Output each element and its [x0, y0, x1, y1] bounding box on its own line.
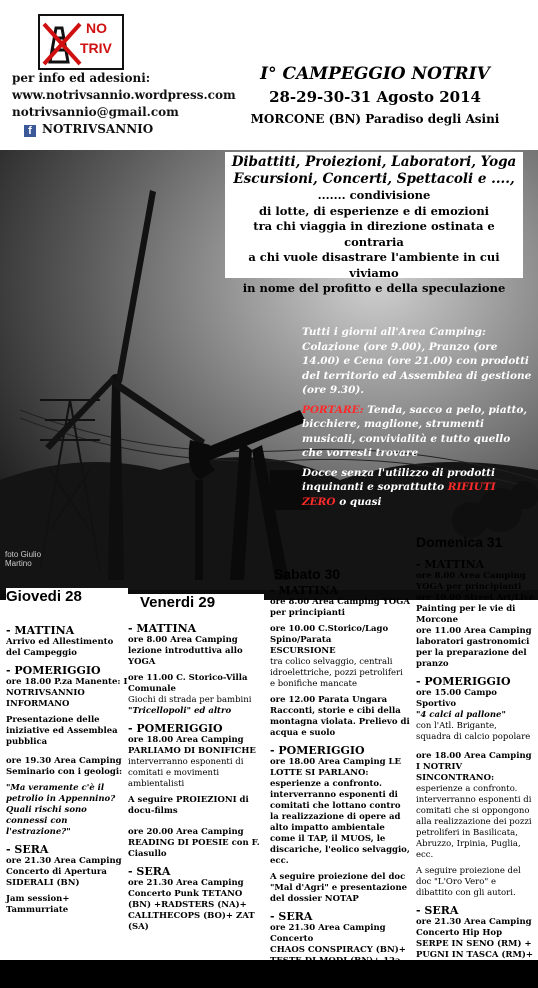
- event-item: A seguire proiezione del doc "L'Oro Vero" e dibattito con gli autori.: [416, 866, 521, 898]
- event-title-block: [235, 64, 515, 126]
- section-title: - POMERIGGIO: [416, 675, 511, 688]
- section-title: - POMERIGGIO: [270, 744, 365, 757]
- event-item: ore 21.30 Area Camping Concerto di Apertura SIDERALI (BN): [6, 856, 122, 888]
- section-title: - MATTINA: [416, 558, 485, 571]
- section-title: - SERA: [416, 904, 459, 917]
- event-item: A seguire proiezione del doc "Mal d'Agri" e presentazione del dossier NOTAP: [270, 872, 408, 904]
- section-title: - SERA: [6, 843, 49, 856]
- event-place: MORCONE (BN) Paradiso degli Asini: [250, 112, 500, 126]
- section-title: - SERA: [270, 910, 313, 923]
- event-item: ore 11.00 Area Camping laboratori gastronomici per la preparazione del pranzo: [416, 626, 532, 669]
- event-item: "4 calci al pallone": [416, 710, 506, 720]
- event-item: CHAOS CONSPIRACY (BN)+ TESTE DI MODI (BN)+ 12a NOTTE (BN): [270, 945, 406, 977]
- credit-line: Martino: [5, 559, 32, 568]
- portare-label: PORTARE:: [302, 403, 364, 416]
- day-header: Giovedi 28: [6, 588, 128, 605]
- day-column-giovedi: [6, 588, 128, 921]
- credit-line: foto Giulio: [5, 550, 42, 559]
- day-header: Sabato 30: [274, 566, 341, 582]
- event-item: Jam session+ Tammurriate: [6, 894, 70, 915]
- event-item: ore 8.00 Area Camping YOGA per principianti: [270, 597, 410, 618]
- quasi-text: o quasi: [335, 495, 382, 508]
- event-item: ore 18.00 Area Camping I NOTRIV SINCONTRANO:: [416, 751, 532, 783]
- event-item: esperienze a confronto. interverranno esponenti di comitati che lottano contro la realizzazione di opere ad alto impatto ambientale come il TAP, il MUOS, le discariche, l'eolico selvaggio, ecc.: [270, 779, 410, 866]
- event-item: Arrivo ed Allestimento del Campeggio: [6, 637, 114, 658]
- event-item: ore 21.30 Area Camping Concerto: [270, 923, 386, 944]
- event-item: ore 10.00 C.Storico/Lago Spino/Parata: [270, 624, 389, 645]
- event-dates: 28-29-30-31 Agosto 2014: [269, 88, 481, 106]
- event-item: "Ma veramente c'è il petrolio in Appennino? Quali rischi sono connessi con l'estrazione?": [6, 783, 116, 837]
- website-link[interactable]: www.notrivsannio.wordpress.com: [12, 88, 236, 102]
- day-column-domenica: [416, 534, 534, 988]
- event-item: ore 18.00 P.za Manente: I NOTRIVSANNIO INFORMANO: [6, 677, 128, 709]
- event-item: ore 21.30 Area Camping Concerto Punk TETANO (BN) +RADSTERS (NA)+ CALLTHECOPS (BO)+ ZAT (SA): [128, 878, 255, 932]
- event-item: ore 11.00 C. Storico-Villa Comunale: [128, 673, 248, 694]
- event-item: "Tricellopoli" ed altro: [128, 706, 232, 716]
- day-column-venerdi: [128, 594, 264, 938]
- desc-line: in nome del profitto e della speculazione: [242, 281, 506, 295]
- notriv-logo: [38, 14, 124, 70]
- event-name: I° CAMPEGGIO NOTRIV: [260, 64, 490, 84]
- event-item: ore 19.30 Area Camping Seminario con i geologi:: [6, 756, 123, 777]
- event-item: ESCURSIONE: [270, 646, 336, 656]
- rifiuti-zero: RIFIUTI ZERO: [302, 481, 496, 508]
- photo-credit: [5, 550, 41, 568]
- logo-triv-text: TRIV: [80, 40, 112, 56]
- event-item: ore 8.00 Area Camping YOGA per principianti: [416, 571, 526, 592]
- facebook-icon: f: [24, 125, 36, 137]
- section-title: - POMERIGGIO: [6, 664, 101, 677]
- desc-line: tra chi viaggia in direzione ostinata e contraria: [253, 219, 495, 249]
- desc-line: a chi vuole disastrare l'ambiente in cui viviamo: [248, 250, 500, 280]
- event-item: ore 20.00 Area Camping READING DI POESIE con F. Ciasullo: [128, 827, 260, 859]
- description-box: [225, 152, 523, 295]
- facebook-row[interactable]: [12, 121, 236, 138]
- event-item: ore 18.00 Area Camping PARLIAMO DI BONIFICHE: [128, 735, 256, 756]
- event-item: ore 15.00 Campo Sportivo: [416, 688, 497, 709]
- event-item: ore 12.00 Parata Ungara Racconti, storie e cibi della montagna violata. Prelievo di acqua e suolo: [270, 695, 410, 738]
- portare-info: [302, 403, 532, 461]
- portare-text: Tenda, sacco a pelo, piatto, bicchiere, maglione, strumenti musicali, convivialità e tutto quello che vorresti trovare: [302, 403, 528, 459]
- event-item: Presentazione delle iniziative ed Assemblea pubblica: [6, 715, 118, 747]
- event-item: tra colico selvaggio, centrali idroelettriche, pozzi petroliferi e bonifiche mancate: [270, 657, 403, 689]
- desc-line: Escursioni, Concerti, Spettacoli e ....,: [233, 171, 515, 187]
- facebook-handle: NOTRIVSANNIO: [42, 122, 154, 136]
- logo-no-text: NO: [86, 20, 107, 36]
- event-item: ore 8.00 Area Camping lezione introduttiva allo YOGA: [128, 635, 243, 667]
- email-link[interactable]: notrivsannio@gmail.com: [12, 105, 179, 119]
- no-drill-icon: [42, 18, 82, 66]
- event-item: SERPE IN SENO (RM) + PUGNI IN TASCA (RM)+ ISTIGAZIONE A DELINQUERE (BN): [416, 939, 534, 982]
- desc-line: Dibattiti, Proiezioni, Laboratori, Yoga: [231, 154, 517, 170]
- event-item: interverranno esponenti di comitati e movimenti ambientalisti: [128, 757, 244, 789]
- event-item: con l'Atl. Brigante, squadra di calcio popolare: [416, 721, 531, 742]
- section-title: - MATTINA: [6, 624, 75, 637]
- section-title: - POMERIGGIO: [128, 722, 223, 735]
- info-label: per info ed adesioni:: [12, 71, 151, 85]
- section-title: - MATTINA: [270, 584, 339, 597]
- event-item: A seguire PROIEZIONI di docu-films: [128, 795, 249, 816]
- day-header: Venerdi 29: [128, 594, 264, 611]
- event-item: ore 10.00 Street Art/Live Painting per le vie di Morcone: [416, 593, 534, 625]
- section-title: - SERA: [128, 865, 171, 878]
- daily-schedule: Tutti i giorni all'Area Camping: Colazione (ore 9.00), Pranzo (ore 14.00) e Cena (ore 21.00) con prodotti del territorio ed Assemblea di gestione (ore 9.30).: [302, 326, 532, 396]
- desc-line: di lotte, di esperienze e di emozioni: [258, 203, 490, 218]
- section-title: - MATTINA: [128, 622, 197, 635]
- event-item: ore 18.00 Area Camping LE LOTTE SI PARLANO:: [270, 757, 402, 778]
- day-column-sabato: [270, 566, 410, 983]
- day-header: Domenica 31: [416, 534, 503, 550]
- docce-text: Docce senza l'utilizzo di prodotti inquinanti e soprattutto: [302, 466, 496, 493]
- event-item: Giochi di strada per bambini: [128, 695, 252, 705]
- event-item: esperienze a confronto. interverranno esponenti di comitati che si oppongono alla realizzazione dei pozzi petroliferi in Basilicata, Abruzzo, Irpinia, Puglia, ecc.: [416, 784, 532, 860]
- docce-info: [302, 466, 532, 510]
- desc-line: ....... condivisione: [317, 188, 431, 202]
- daily-info: [302, 325, 532, 514]
- event-item: ore 21.30 Area Camping Concerto Hip Hop: [416, 917, 532, 938]
- contact-info: [12, 70, 236, 138]
